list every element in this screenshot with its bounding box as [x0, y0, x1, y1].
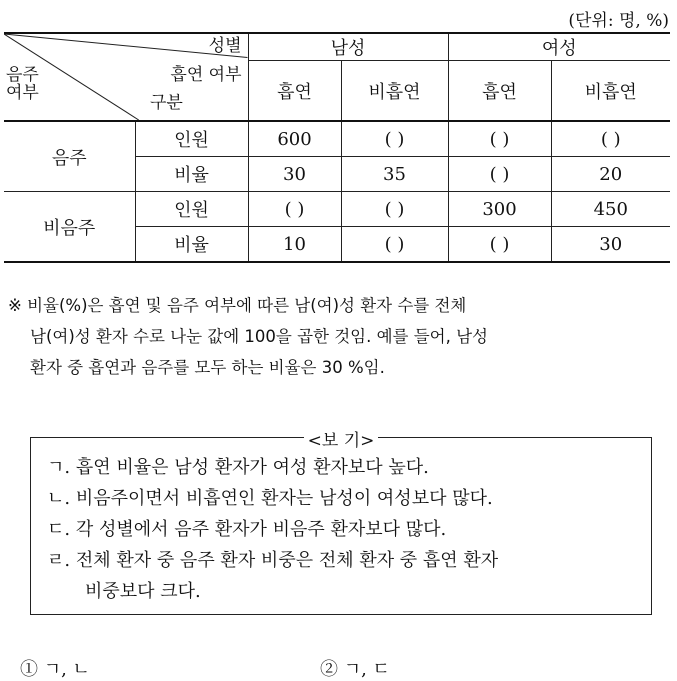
examples-box [30, 431, 652, 615]
row-label: 비율 [135, 157, 248, 192]
corner-smoking-label: 흡연 여부 [170, 65, 242, 85]
group-header-male: 남성 [248, 33, 448, 61]
table-cell: 30 [551, 227, 670, 263]
table-cell: ( ) [248, 192, 341, 227]
examples-box-title: <보 기> [31, 426, 651, 451]
choice-1[interactable]: ① ㄱ, ㄴ [20, 659, 90, 680]
choice-2[interactable]: ② ㄱ, ㄷ [320, 659, 390, 680]
corner-category-label: 구분 [150, 93, 183, 113]
subheader-female-nonsmoking: 비흡연 [551, 61, 670, 122]
table-cell: ( ) [551, 121, 670, 157]
corner-drinking-label: 음주 여부 [6, 65, 39, 103]
row-group-drinking: 음주 [4, 121, 135, 192]
table-cell: 30 [248, 157, 341, 192]
table-cell: 10 [248, 227, 341, 263]
data-table [4, 32, 670, 263]
row-label: 인원 [135, 121, 248, 157]
table-cell: ( ) [341, 227, 448, 263]
row-label: 비율 [135, 227, 248, 263]
table-cell: ( ) [448, 157, 551, 192]
example-item-3: ㄷ. 각 성별에서 음주 환자가 비음주 환자보다 많다. [47, 519, 447, 540]
subheader-male-smoking: 흡연 [248, 61, 341, 122]
table-cell: 20 [551, 157, 670, 192]
group-header-female: 여성 [448, 33, 670, 61]
subheader-female-smoking: 흡연 [448, 61, 551, 122]
footnote-line-1: ※ 비율(%)은 흡연 및 음주 여부에 따른 남(여)성 환자 수를 전체 [8, 296, 467, 315]
example-item-4-text: ㄹ. 전체 환자 중 음주 환자 비중은 전체 환자 중 흡연 환자 [47, 550, 499, 571]
table-cell: ( ) [341, 121, 448, 157]
example-item-1: ㄱ. 흡연 비율은 남성 환자가 여성 환자보다 높다. [47, 457, 429, 478]
example-item-4-continuation: 비중보다 크다. [85, 581, 201, 602]
table-cell: 35 [341, 157, 448, 192]
table-cell: 600 [248, 121, 341, 157]
table-cell: ( ) [341, 192, 448, 227]
example-item-4 [47, 545, 639, 607]
row-group-nondrinking: 비음주 [4, 192, 135, 263]
corner-gender-label: 성별 [208, 36, 242, 56]
subheader-male-nonsmoking: 비흡연 [341, 61, 448, 122]
footnote-line-2: 남(여)성 환자 수로 나눈 값에 100을 곱한 것임. 예를 들어, 남성 [30, 327, 488, 346]
example-item-2: ㄴ. 비음주이면서 비흡연인 환자는 남성이 여성보다 많다. [47, 488, 493, 509]
footnote-line-3: 환자 중 흡연과 음주를 모두 하는 비율은 30 %임. [30, 358, 385, 377]
table-cell: ( ) [448, 227, 551, 263]
table-cell: 450 [551, 192, 670, 227]
table-cell: ( ) [448, 121, 551, 157]
footnote [8, 290, 668, 383]
unit-label: (단위: 명, %) [568, 11, 669, 31]
table-cell: 300 [448, 192, 551, 227]
examples-list [31, 438, 651, 607]
row-label: 인원 [135, 192, 248, 227]
table-corner-header [4, 33, 248, 121]
